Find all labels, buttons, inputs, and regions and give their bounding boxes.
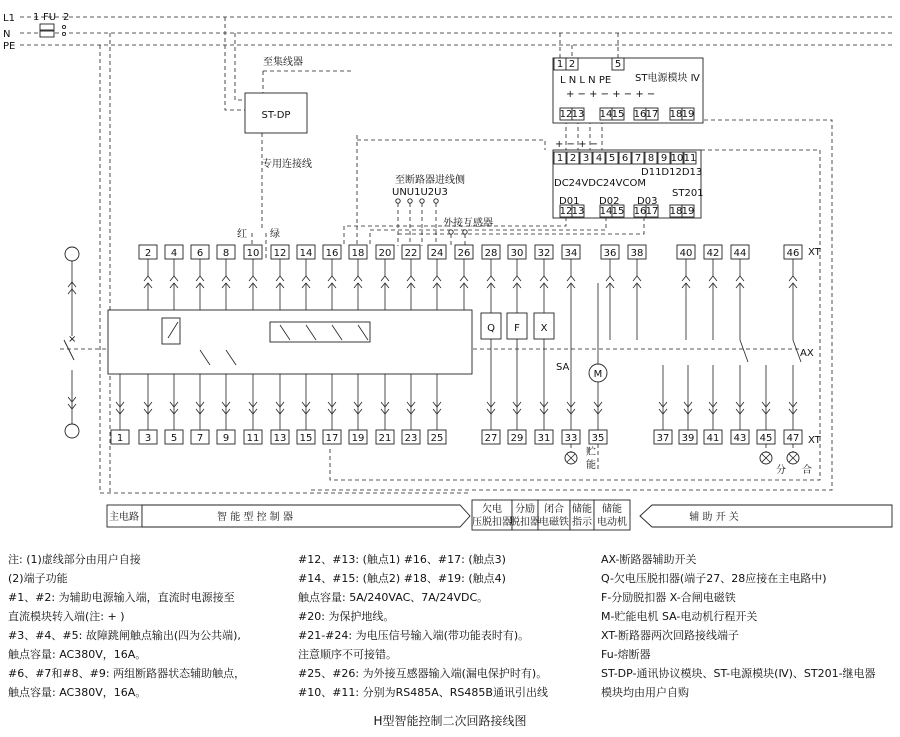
relay-bottom-term-label: 19 bbox=[681, 206, 695, 217]
top-terminal-label: 40 bbox=[679, 248, 693, 259]
bottom-terminal-label: 7 bbox=[196, 433, 204, 444]
top-terminal-label: 42 bbox=[706, 248, 720, 259]
bottom-terminal-label: 13 bbox=[273, 433, 287, 444]
note-line: 注意顺序不可接错。 bbox=[298, 648, 397, 661]
bottom-terminal-label: 47 bbox=[786, 433, 800, 444]
bar-cell-label: 指示 bbox=[572, 517, 592, 528]
power-polarity: + − + − + − + − bbox=[566, 89, 656, 100]
power-module-title: ST电源模块 Ⅳ bbox=[635, 73, 700, 84]
bar-cell-label: 电动机 bbox=[597, 517, 627, 528]
bar-cell-label: 欠电 bbox=[482, 504, 502, 515]
relay-term-label: 10 bbox=[670, 153, 684, 164]
bottom-terminal-label: 1 bbox=[116, 433, 124, 444]
power-term-label: 1 bbox=[556, 59, 564, 70]
top-terminal-label: 46 bbox=[786, 248, 800, 259]
relay-bottom-term-label: 17 bbox=[645, 206, 659, 217]
bar-cell-label: 闭合 bbox=[544, 504, 564, 515]
connector-arrow bbox=[513, 276, 521, 281]
xt-label-bottom: XT bbox=[808, 435, 821, 446]
dashed-wire bbox=[235, 33, 245, 100]
top-terminal-label: 10 bbox=[246, 248, 260, 259]
note-line: #6、#7和#8、#9: 两组断路器状态辅助触点， bbox=[8, 667, 246, 680]
relay-d-line: D11D12D13 bbox=[641, 167, 703, 178]
power-term-label: 2 bbox=[568, 59, 576, 70]
top-terminal-label: 18 bbox=[351, 248, 365, 259]
note-line: F-分励脱扣器 X-合闸电磁铁 bbox=[601, 591, 736, 604]
relay-dc-line: DC24VDC24VCOM bbox=[554, 178, 646, 189]
connector-arrow bbox=[682, 276, 690, 281]
coil-label-x: X bbox=[540, 323, 548, 334]
note-line: 模块均由用户自购 bbox=[601, 686, 689, 699]
junction-dot bbox=[62, 25, 65, 28]
relay-term-label: 8 bbox=[647, 153, 655, 164]
note-line: 触点容量: 5A/240VAC、7A/24VDC。 bbox=[298, 591, 489, 604]
bottom-terminal-label: 15 bbox=[299, 433, 313, 444]
red-wire-label: 红 bbox=[237, 229, 247, 240]
note-line: M-贮能电机 SA-电动机行程开关 bbox=[601, 610, 758, 623]
relay-polarity: + − + − bbox=[555, 139, 599, 150]
connector-arrow bbox=[487, 276, 495, 281]
terminal-dot bbox=[434, 199, 438, 203]
supply-line-label-pe: PE bbox=[3, 41, 16, 52]
bottom-terminal-label: 21 bbox=[378, 433, 392, 444]
note-line: #1、#2: 为辅助电源输入端，直流时电源接至 bbox=[8, 591, 235, 604]
bottom-terminal-label: 35 bbox=[591, 433, 605, 444]
top-terminal-label: 44 bbox=[733, 248, 747, 259]
fuse-tag: 2 bbox=[63, 12, 70, 23]
fuse-label: FU bbox=[43, 12, 57, 23]
terminal-dot bbox=[408, 199, 412, 203]
power-bottom-term-label: 19 bbox=[681, 109, 695, 120]
note-line: #14、#15: (触点2) #18、#19: (触点4) bbox=[298, 572, 506, 585]
main-contact-mark: × bbox=[68, 334, 77, 345]
bottom-terminal-label: 39 bbox=[681, 433, 695, 444]
charge-label: 贮 bbox=[586, 447, 596, 458]
connector-arrow bbox=[354, 276, 362, 281]
bottom-terminal-label: 19 bbox=[351, 433, 365, 444]
connector-arrow bbox=[633, 276, 641, 281]
coil-label-q: Q bbox=[487, 323, 495, 334]
open-label: 分 bbox=[776, 465, 786, 476]
terminal-dot bbox=[463, 230, 467, 234]
note-line: Fu-熔断器 bbox=[601, 648, 651, 661]
note-line: 触点容量: AC380V，16A。 bbox=[8, 686, 147, 699]
relay-bottom-term-label: 12 bbox=[559, 206, 573, 217]
dedicated-line-label: 专用连接线 bbox=[262, 159, 312, 170]
relay-term-label: 3 bbox=[582, 153, 590, 164]
connector-arrow bbox=[170, 276, 178, 281]
relay-term-label: 5 bbox=[608, 153, 616, 164]
bar-cell-label: 储能 bbox=[602, 504, 622, 515]
connector-arrow bbox=[709, 276, 717, 281]
top-terminal-label: 2 bbox=[144, 248, 152, 259]
to-hub-label: 至集线器 bbox=[263, 57, 303, 68]
relay-bottom-term-label: 13 bbox=[571, 206, 585, 217]
power-bottom-term-label: 12 bbox=[559, 109, 573, 120]
top-terminal-label: 20 bbox=[378, 248, 392, 259]
notes-left bbox=[8, 550, 245, 702]
note-line: #25、#26: 为外接互感器输入端(漏电保护时有)。 bbox=[298, 667, 548, 680]
relay-d-label: D01 bbox=[559, 196, 580, 207]
supply-line-label-n: N bbox=[3, 29, 11, 40]
bottom-terminal-label: 37 bbox=[656, 433, 670, 444]
bottom-terminal-label: 3 bbox=[144, 433, 152, 444]
xt-label-top: XT bbox=[808, 247, 821, 258]
main-terminal-top bbox=[65, 247, 79, 261]
note-line: #12、#13: (触点1) #16、#17: (触点3) bbox=[298, 553, 506, 566]
power-bottom-term-label: 18 bbox=[669, 109, 683, 120]
power-bottom-term-label: 16 bbox=[633, 109, 647, 120]
top-terminal-label: 26 bbox=[457, 248, 471, 259]
bottom-terminal-label: 31 bbox=[537, 433, 551, 444]
relay-term-label: 9 bbox=[660, 153, 668, 164]
ext-ct-label: 外接互感器 bbox=[443, 218, 493, 229]
bar-controller-arrow bbox=[142, 505, 470, 527]
relay-bottom-term-label: 15 bbox=[611, 206, 625, 217]
terminal-dot bbox=[449, 230, 453, 234]
power-bottom-term-label: 13 bbox=[571, 109, 585, 120]
connector-arrow bbox=[302, 276, 310, 281]
note-line: 直流模块转入端(注: + ) bbox=[8, 610, 125, 623]
top-terminal-label: 28 bbox=[484, 248, 498, 259]
bottom-terminal-label: 33 bbox=[564, 433, 578, 444]
bar-cell-label: 脱扣器 bbox=[510, 517, 540, 528]
bar-aux-arrow bbox=[640, 505, 892, 527]
sa-label: SA bbox=[556, 362, 570, 373]
note-line: (2)端子功能 bbox=[8, 572, 68, 585]
relay-term-label: 6 bbox=[621, 153, 629, 164]
breaker-inlet-label: 至断路器进线侧 bbox=[395, 175, 465, 186]
voltage-terms-label: UNU1U2U3 bbox=[392, 187, 448, 198]
top-terminal-label: 14 bbox=[299, 248, 313, 259]
bottom-terminal-label: 45 bbox=[759, 433, 773, 444]
coil-label-f: F bbox=[514, 323, 520, 334]
terminal-dot bbox=[420, 199, 424, 203]
bar-cell-label: 储能 bbox=[572, 504, 592, 515]
top-terminal-label: 8 bbox=[222, 248, 230, 259]
bottom-terminal-label: 43 bbox=[733, 433, 747, 444]
bar-label-main: 主电路 bbox=[109, 512, 139, 523]
bar-cell-label: 分励 bbox=[515, 504, 535, 515]
notes-right bbox=[601, 550, 876, 702]
bottom-terminal-label: 5 bbox=[170, 433, 178, 444]
main-terminal-bottom bbox=[65, 424, 79, 438]
terminal-dot bbox=[396, 199, 400, 203]
notes-middle bbox=[298, 550, 548, 702]
top-terminal-label: 38 bbox=[630, 248, 644, 259]
bar-label-controller: 智 能 型 控 制 器 bbox=[217, 512, 293, 523]
bottom-terminal-label: 9 bbox=[222, 433, 230, 444]
relay-bottom-term-label: 18 bbox=[669, 206, 683, 217]
relay-bottom-term-label: 14 bbox=[599, 206, 613, 217]
aux-contact bbox=[740, 340, 748, 362]
fuse-icon bbox=[40, 24, 54, 30]
connector-arrow bbox=[460, 276, 468, 281]
note-line: #3、#4、#5: 故障跳闸触点输出(四为公共端), bbox=[8, 629, 241, 642]
bottom-terminal-label: 23 bbox=[404, 433, 418, 444]
top-terminal-label: 4 bbox=[170, 248, 178, 259]
relay-term-label: 7 bbox=[634, 153, 642, 164]
note-line: ST-DP-通讯协议模块、ST-电源模块(Ⅳ)、ST201-继电器 bbox=[601, 667, 876, 680]
dashed-wire bbox=[357, 140, 545, 150]
note-line: Q-欠电压脱扣器(端子27、28应接在主电路中) bbox=[601, 572, 827, 585]
connector-arrow bbox=[249, 276, 257, 281]
dashed-wire bbox=[396, 217, 644, 234]
note-line: XT-断路器两次回路接线端子 bbox=[601, 629, 740, 642]
connector-arrow bbox=[144, 276, 152, 281]
note-line: #21-#24: 为电压信号输入端(带功能表时有)。 bbox=[298, 629, 530, 642]
top-terminal-label: 32 bbox=[537, 248, 551, 259]
note-line: AX-断路器辅助开关 bbox=[601, 553, 697, 566]
connector-arrow bbox=[407, 276, 415, 281]
connector-arrow bbox=[276, 276, 284, 281]
relay-d-label: D02 bbox=[599, 196, 620, 207]
connector-arrow bbox=[433, 276, 441, 281]
connector-arrow bbox=[381, 276, 389, 281]
close-label: 合 bbox=[802, 465, 812, 476]
motor-label: M bbox=[593, 369, 603, 380]
power-term-label: 5 bbox=[614, 59, 622, 70]
connector-arrow bbox=[606, 276, 614, 281]
connector-arrow bbox=[328, 276, 336, 281]
bar-cell-label: 压脱扣器 bbox=[472, 517, 512, 528]
relay-term-label: 1 bbox=[556, 153, 564, 164]
diagram-caption: H型智能控制二次回路接线图 bbox=[373, 714, 527, 728]
relay-d-label: D03 bbox=[637, 196, 658, 207]
note-line: #10、#11: 分别为RS485A、RS485B通讯引出线 bbox=[298, 686, 548, 699]
power-lnlnpe: L N L N PE bbox=[560, 75, 612, 86]
green-wire-label: 绿 bbox=[270, 229, 280, 240]
bottom-terminal-label: 29 bbox=[510, 433, 524, 444]
top-terminal-label: 34 bbox=[564, 248, 578, 259]
junction-dot bbox=[62, 32, 65, 35]
relay-term-label: 4 bbox=[595, 153, 603, 164]
bottom-terminal-label: 17 bbox=[325, 433, 339, 444]
relay-term-label: 11 bbox=[683, 153, 697, 164]
top-terminal-label: 16 bbox=[325, 248, 339, 259]
relay-contact-box bbox=[162, 318, 180, 344]
bottom-terminal-label: 11 bbox=[246, 433, 260, 444]
relay-bottom-term-label: 16 bbox=[633, 206, 647, 217]
supply-line-label-l1: L1 bbox=[3, 13, 15, 24]
ax-label: AX bbox=[800, 348, 814, 359]
fuse-icon bbox=[40, 31, 54, 37]
power-bottom-term-label: 14 bbox=[599, 109, 613, 120]
top-terminal-label: 6 bbox=[196, 248, 204, 259]
connector-arrow bbox=[222, 276, 230, 281]
st-dp-label: ST-DP bbox=[261, 110, 291, 121]
connector-arrow bbox=[196, 276, 204, 281]
note-line: 触点容量: AC380V，16A。 bbox=[8, 648, 147, 661]
relay-term-label: 2 bbox=[569, 153, 577, 164]
top-terminal-label: 30 bbox=[510, 248, 524, 259]
relay-name: ST201 bbox=[672, 188, 704, 199]
top-terminal-label: 12 bbox=[273, 248, 287, 259]
note-line: #20: 为保护地线。 bbox=[298, 610, 395, 623]
charge-label: 能 bbox=[586, 460, 596, 471]
top-terminal-label: 22 bbox=[404, 248, 418, 259]
fuse-tag: 1 bbox=[33, 12, 40, 23]
connector-arrow bbox=[736, 276, 744, 281]
bar-cell-label: 电磁铁 bbox=[539, 517, 569, 528]
bar-label-aux: 辅 助 开 关 bbox=[689, 512, 739, 523]
connector-arrow bbox=[540, 276, 548, 281]
power-bottom-term-label: 17 bbox=[645, 109, 659, 120]
bottom-terminal-label: 41 bbox=[706, 433, 720, 444]
bottom-terminal-label: 27 bbox=[484, 433, 498, 444]
top-terminal-label: 36 bbox=[603, 248, 617, 259]
top-terminal-label: 24 bbox=[430, 248, 444, 259]
connector-arrow bbox=[567, 276, 575, 281]
bottom-terminal-label: 25 bbox=[430, 433, 444, 444]
note-line: 注: (1)虚线部分由用户自接 bbox=[8, 553, 141, 566]
connector-arrow bbox=[789, 276, 797, 281]
power-bottom-term-label: 15 bbox=[611, 109, 625, 120]
